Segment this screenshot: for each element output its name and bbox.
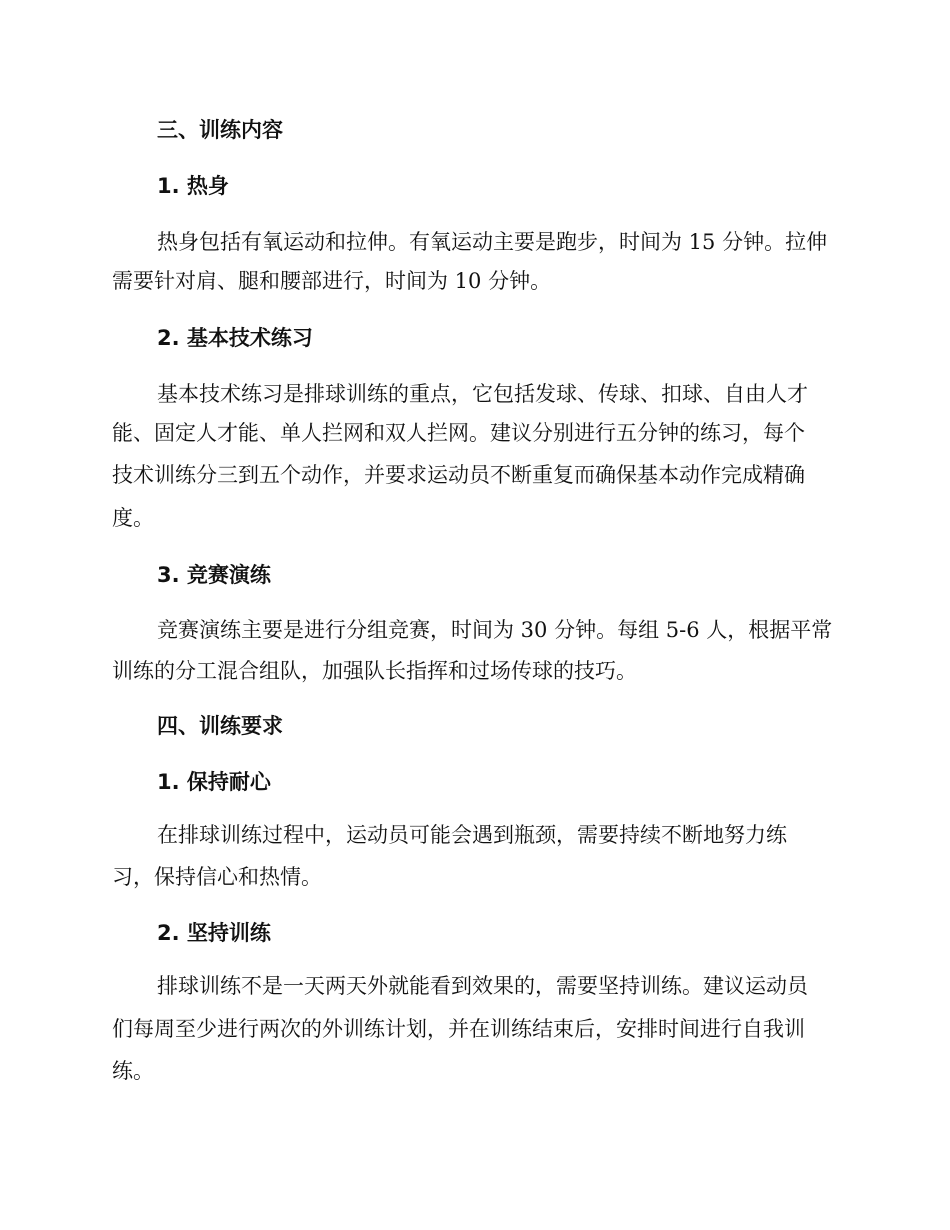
paragraph-line: 训练的分工混合组队，加强队长指挥和过场传球的技巧。 bbox=[112, 659, 637, 683]
paragraph-line: 热身包括有氧运动和拉伸。有氧运动主要是跑步，时间为 15 分钟。拉伸 bbox=[157, 230, 828, 254]
subheading-match-drill: 3. 竞赛演练 bbox=[157, 563, 271, 587]
paragraph-line: 度。 bbox=[112, 506, 154, 530]
section-heading-training-content: 三、训练内容 bbox=[157, 118, 283, 142]
paragraph-line: 需要针对肩、腿和腰部进行，时间为 10 分钟。 bbox=[112, 269, 552, 293]
subheading-patience: 1. 保持耐心 bbox=[157, 770, 271, 794]
paragraph-line: 基本技术练习是排球训练的重点，它包括发球、传球、扣球、自由人才 bbox=[157, 382, 808, 406]
section-heading-training-requirements: 四、训练要求 bbox=[157, 714, 283, 738]
paragraph-line: 能、固定人才能、单人拦网和双人拦网。建议分别进行五分钟的练习，每个 bbox=[112, 421, 805, 445]
subheading-basic-technique: 2. 基本技术练习 bbox=[157, 326, 313, 350]
paragraph-line: 排球训练不是一天两天外就能看到效果的，需要坚持训练。建议运动员 bbox=[157, 974, 808, 998]
subheading-warmup: 1. 热身 bbox=[157, 174, 229, 198]
paragraph-line: 在排球训练过程中，运动员可能会遇到瓶颈，需要持续不断地努力练 bbox=[157, 823, 787, 847]
subheading-persist-training: 2. 坚持训练 bbox=[157, 921, 271, 945]
paragraph-line: 技术训练分三到五个动作，并要求运动员不断重复而确保基本动作完成精确 bbox=[112, 463, 805, 487]
paragraph-line: 竞赛演练主要是进行分组竞赛，时间为 30 分钟。每组 5-6 人，根据平常 bbox=[157, 618, 833, 642]
paragraph-line: 习，保持信心和热情。 bbox=[112, 865, 322, 889]
paragraph-line: 们每周至少进行两次的外训练计划，并在训练结束后，安排时间进行自我训 bbox=[112, 1017, 805, 1041]
paragraph-line: 练。 bbox=[112, 1059, 154, 1083]
